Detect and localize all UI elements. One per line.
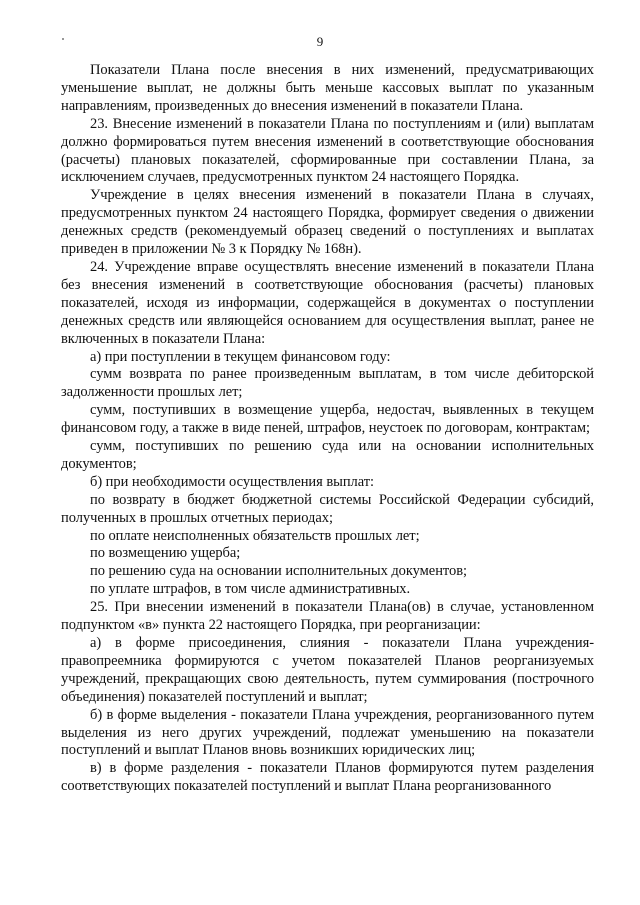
paragraph-unfulfilled-obligations: по оплате неисполненных обязательств прошлых лет; bbox=[90, 527, 420, 544]
paragraph-subitem-b: б) при необходимости осуществления выплат: bbox=[90, 473, 374, 490]
paragraph-spin-off: б) в форме выделения - показатели Плана учреждения, реорганизованного путем выделения из него других учреждений, подлежат уменьшению на показатели поступлений и выплат Планов вновь возникших юридических лиц; bbox=[61, 706, 594, 759]
paragraph-merger: а) в форме присоединения, слияния - показатели Плана учреждения-правопреемника формируются с учетом показателей Планов реорганизуемых учреждений, прекращающих свою деятельность, путем суммирования (построчного объединения) показателей поступлений и выплат; bbox=[61, 635, 594, 705]
paragraph-fines: по уплате штрафов, в том числе административных. bbox=[90, 581, 411, 598]
page-number: 9 bbox=[316, 34, 324, 49]
paragraph-division: в) в форме разделения - показатели Планов формируются путем разделения соответствующих показателей поступлений и выплат Плана реорганизованного bbox=[61, 760, 594, 795]
paragraph-damage-compensation: по возмещению ущерба; bbox=[90, 545, 241, 562]
paragraph-court-sums: сумм, поступивших по решению суда или на основании исполнительных документов; bbox=[61, 438, 594, 472]
paragraph-item-24: 24. Учреждение вправе осуществлять внесение изменений в показатели Плана без внесения изменений в соответствующие обоснования (расчеты) плановых показателей, исходя из информации, содержащейся в документах о поступлении денежных средств или являющейся основанием для осуществления выплат, ранее не включенных в показатели Плана: bbox=[61, 258, 594, 347]
paragraph-subitem-a: а) при поступлении в текущем финансовом году: bbox=[90, 348, 391, 365]
paragraph-cash-flow-info: Учреждение в целях внесения изменений в показатели Плана в случаях, предусмотренных пунктом 24 настоящего Порядка, формирует сведения о движении денежных средств (рекомендуемый образец сведений о поступлениях и выплатах приведен в приложении № 3 к Порядку № 168н). bbox=[61, 187, 594, 258]
document-body bbox=[61, 62, 594, 796]
paragraph-plan-after-changes: Показатели Плана после внесения в них изменений, предусматривающих уменьшение выплат, не должны быть меньше кассовых выплат по указанным направлениям, произведенных до внесения изменений в показатели Плана. bbox=[61, 62, 594, 114]
paragraph-court-decision: по решению суда на основании исполнительных документов; bbox=[90, 563, 467, 580]
scan-speck bbox=[62, 38, 64, 40]
paragraph-damage-sums: сумм, поступивших в возмещение ущерба, недостач, выявленных в текущем финансовом году, а также в виде пеней, штрафов, неустоек по договорам, контрактам; bbox=[61, 402, 594, 437]
paragraph-subsidy-return: по возврату в бюджет бюджетной системы Российской Федерации субсидий, полученных в прошлых отчетных периодах; bbox=[61, 491, 594, 526]
paragraph-item-25: 25. При внесении изменений в показатели Плана(ов) в случае, установленном подпунктом «в» пункта 22 настоящего Порядка, при реорганизации: bbox=[61, 599, 594, 634]
paragraph-item-23: 23. Внесение изменений в показатели Плана по поступлениям и (или) выплатам должно формироваться путем внесения изменений в соответствующие обоснования (расчеты) плановых показателей, сформированные при составлении Плана, за исключением случаев, предусмотренных пунктом 24 настоящего Порядка. bbox=[61, 115, 594, 186]
paragraph-refund-sums: сумм возврата по ранее произведенным выплатам, в том числе дебиторской задолженности прошлых лет; bbox=[61, 366, 594, 401]
